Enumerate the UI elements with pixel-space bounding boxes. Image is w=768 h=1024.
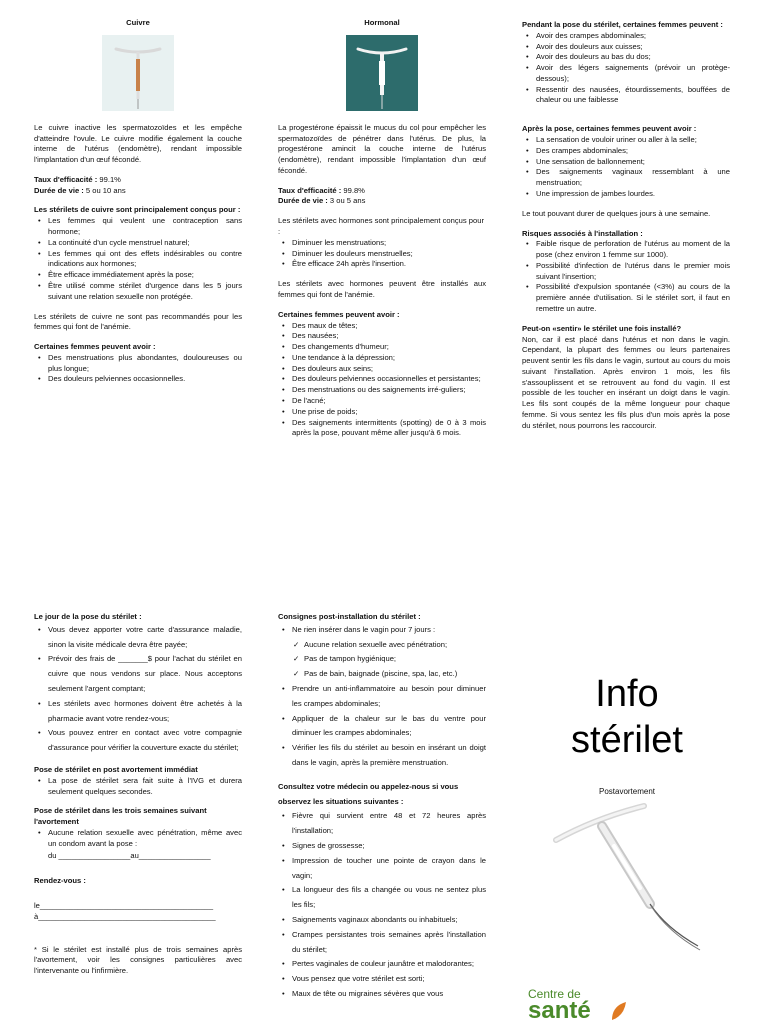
- list-item: • Impression de toucher une pointe de crayon dans le vagin;: [292, 854, 486, 884]
- list-item: • Avoir des légers saignements (prévoir un protège-dessous);: [536, 63, 730, 85]
- list-item: • La pose de stérilet sera fait suite à l'IVG et durera seulement quelques secondes.: [48, 776, 242, 798]
- hormonal-for-list: [278, 238, 486, 270]
- list-item: • La sensation de vouloir uriner ou aller à la selle;: [536, 135, 730, 146]
- feel-text: Non, car il est placé dans l'utérus et non dans le vagin. Cependant, la plupart des femmes ou leurs partenaires peuvent sentir les fils dans le vagin, surtout au cours du mois suivant l'installation. Après environ 1 mois, les fils s'assouplissent et se retrouvent au fond du vagin. Il est possible de les toucher en insérant un doigt dans le vagin. Les fils sont coupés de la même longueur pour chaque femme. Si vous sentez les fils plus d'un mois après la pose du stérilet, nous pourrons les raccourcir.: [522, 334, 730, 430]
- list-item: • Les femmes qui veulent une contraception sans hormone;: [48, 216, 242, 238]
- list-item: • Vérifier les fils du stérilet au besoin en insérant un doigt dans le vagin, après la première menstruation.: [292, 741, 486, 771]
- hormonal-lifespan: Durée de vie : 3 ou 5 ans: [278, 196, 366, 206]
- list-item: • Aucune relation sexuelle avec pénétration, même avec un condom avant la pose :: [48, 828, 242, 850]
- check-item: ✓ Pas de tampon hygiénique;: [304, 652, 486, 667]
- appointment-time-field[interactable]: à__________________________________________: [34, 911, 216, 921]
- hormonal-column: [278, 18, 486, 578]
- list-item: • Les stérilets avec hormones doivent être achetés à la pharmacie avant votre rendez-vous;: [48, 697, 242, 727]
- list-item: • Une tendance à la dépression;: [292, 353, 486, 364]
- list-item: • Des nausées;: [292, 331, 486, 342]
- copper-lifespan: Durée de vie : 5 ou 10 ans: [34, 185, 126, 195]
- list-item: • Prévoir des frais de _______$ pour l'achat du stérilet en cuivre que nous vendons sur place. Nous acceptons seulement l'argent comptant;: [48, 652, 242, 696]
- appointment-date-field[interactable]: le_________________________________________: [34, 900, 214, 910]
- list-item: • Signes de grossesse;: [292, 839, 486, 854]
- list-item: • Prendre un anti-inflammatoire au besoin pour diminuer les crampes abdominales;: [292, 682, 486, 712]
- copper-effects-list: [34, 353, 242, 385]
- list-item: • Fièvre qui survient entre 48 et 72 heures après l'installation;: [292, 809, 486, 839]
- list-item: • Une impression de jambes lourdes.: [536, 189, 730, 200]
- three-weeks-dates-field[interactable]: du _________________au_________________: [48, 851, 211, 861]
- list-item: • Avoir des crampes abdominales;: [536, 31, 730, 42]
- list-item: • Des douleurs aux seins;: [292, 364, 486, 375]
- dayof-heading: Le jour de la pose du stérilet :: [34, 612, 142, 621]
- copper-efficacy: Taux d'efficacité : 99.1%: [34, 174, 121, 184]
- list-item: • Saignements vaginaux abondants ou inhabituels;: [292, 913, 486, 928]
- during-column: [522, 20, 730, 580]
- list-item: • Être efficace immédiatement après la pose;: [48, 270, 242, 281]
- copper-intro: Le cuivre inactive les spermatozoïdes et les empêche d'atteindre l'ovule. Le cuivre modifie également la couche interne de l'utérus (endomètre), rendant impossible l'implantation d'un œuf fécondé.: [34, 122, 242, 165]
- list-item: • Vous pensez que votre stérilet est sorti;: [292, 972, 486, 987]
- leaf-icon: [610, 1000, 628, 1022]
- list-item: • Ressentir des nausées, étourdissements, bouffées de chaleur ou une faiblesse: [536, 85, 730, 107]
- list-item: • La continuité d'un cycle menstruel naturel;: [48, 238, 242, 249]
- duration-note: Le tout pouvant durer de quelques jours à une semaine.: [522, 208, 711, 218]
- list-item: • Diminuer les menstruations;: [292, 238, 486, 249]
- list-item: • Des changements d'humeur;: [292, 342, 486, 353]
- copper-not-recommended: Les stérilets de cuivre ne sont pas recommandés pour les femmes qui font de l'anémie.: [34, 311, 242, 332]
- risks-list: [522, 239, 730, 314]
- centre-de-sante-logo: Centre de santé: [528, 988, 628, 1024]
- postinstall-checklist: [290, 638, 486, 682]
- three-weeks-list: [34, 828, 242, 850]
- postinstall-first-list: [278, 623, 486, 638]
- dayof-list: [34, 623, 242, 756]
- consult-list: [278, 809, 486, 1001]
- list-item: • Des menstruations plus abondantes, douloureuses ou plus longue;: [48, 353, 242, 375]
- risks-heading: Risques associés à l'installation :: [522, 228, 643, 238]
- postinstall-column: [278, 612, 486, 1024]
- during-heading: Pendant la pose du stérilet, certaines femmes peuvent :: [522, 20, 723, 29]
- check-item: ✓ Aucune relation sexuelle avec pénétration;: [304, 638, 486, 653]
- list-item: • Une prise de poids;: [292, 407, 486, 418]
- feel-heading: Peut-on «sentir» le stérilet une fois installé?: [522, 323, 682, 333]
- check-item: ✓ Pas de bain, baignade (piscine, spa, lac, etc.): [304, 667, 486, 682]
- footnote: * Si le stérilet est installé plus de trois semaines après l'avortement, voir les consignes particulières avec l'intervenante ou l'infirmière.: [34, 944, 242, 976]
- postabortion-heading: Pose de stérilet en post avortement immédiat: [34, 764, 198, 774]
- copper-for-list: [34, 216, 242, 302]
- during-list: [522, 31, 730, 106]
- copper-for-heading: Les stérilets de cuivre sont principalement conçus pour :: [34, 205, 241, 215]
- copper-effects-heading: Certaines femmes peuvent avoir :: [34, 342, 156, 352]
- cover-iud-photo: [526, 800, 704, 960]
- list-item: • Diminuer les douleurs menstruelles;: [292, 249, 486, 260]
- list-item: • Avoir des douleurs aux cuisses;: [536, 42, 730, 53]
- after-heading: Après la pose, certaines femmes peuvent avoir :: [522, 124, 697, 134]
- hormonal-for-heading: Les stérilets avec hormones sont principalement conçus pour :: [278, 216, 484, 237]
- list-item: • Être efficace 24h après l'insertion.: [292, 259, 486, 270]
- list-item: • Possibilité d'expulsion spontanée (<3%) au cours de la première année d'utilisation. Si le stérilet sort, il faut en remettre un autre.: [536, 282, 730, 314]
- copper-column: [34, 18, 242, 578]
- list-item: • Faible risque de perforation de l'utérus au moment de la pose (chez environ 1 femme sur 1000).: [536, 239, 730, 261]
- hormonal-effects-heading: Certaines femmes peuvent avoir :: [278, 309, 400, 319]
- hormonal-iud-photo: [346, 35, 418, 111]
- list-item: • Appliquer de la chaleur sur le bas du ventre pour diminuer les crampes abdominales;: [292, 712, 486, 742]
- list-item: • Des menstruations ou des saignements irré-guliers;: [292, 385, 486, 396]
- hormonal-efficacy: Taux d'efficacité : 99.8%: [278, 185, 365, 195]
- list-item: • Possibilité d'infection de l'utérus dans le premier mois suivant l'insertion;: [536, 261, 730, 283]
- list-item: • Les femmes qui ont des effets indésirables ou contre indications aux hormones;: [48, 249, 242, 271]
- cover-title: Info stérilet: [571, 673, 683, 761]
- hormonal-title: Hormonal: [364, 18, 400, 27]
- list-item: • Vous devez apporter votre carte d'assurance maladie, sinon la visite médicale devra être payée;: [48, 623, 242, 653]
- list-item: • Être utilisé comme stérilet d'urgence dans les 5 jours suivant une relation sexuelle non protégée.: [48, 281, 242, 303]
- list-item: • Crampes persistantes trois semaines après l'installation du stérilet;: [292, 928, 486, 958]
- list-item: • Des saignements vaginaux ressemblant à une menstruation;: [536, 167, 730, 189]
- hormonal-effects-list: [278, 321, 486, 440]
- consult-heading: Consultez votre médecin ou appelez-nous si vous observez les situations suivantes :: [278, 781, 459, 806]
- hormonal-anemia: Les stérilets avec hormones peuvent être installés aux femmes qui font de l'anémie.: [278, 279, 486, 299]
- list-item: • La longueur des fils a changée ou vous ne sentez plus les fils;: [292, 883, 486, 913]
- three-weeks-heading: Pose de stérilet dans les trois semaines suivant l'avortement: [34, 806, 207, 827]
- postinstall-list: [278, 682, 486, 771]
- list-item: • Une sensation de ballonnement;: [536, 157, 730, 168]
- list-item: • Vous pouvez entrer en contact avec votre compagnie d'assurance pour vérifier la couverture exacte du stérilet;: [48, 726, 242, 756]
- copper-title: Cuivre: [126, 18, 150, 27]
- appointment-heading: Rendez-vous :: [34, 876, 86, 886]
- copper-iud-photo: [102, 35, 174, 111]
- list-item: • Des crampes abdominales;: [536, 146, 730, 157]
- after-list: [522, 135, 730, 200]
- list-item: • Des douleurs pelviennes occasionnelles.: [48, 374, 242, 385]
- cover-subtitle: Postavortement: [598, 787, 656, 796]
- list-item: • Maux de tête ou migraines sévères que vous: [292, 987, 486, 1002]
- dayof-column: [34, 612, 242, 1024]
- postinstall-heading: Consignes post-installation du stérilet :: [278, 612, 421, 621]
- list-item: • Pertes vaginales de couleur jaunâtre et malodorantes;: [292, 957, 486, 972]
- list-item: • Des maux de têtes;: [292, 321, 486, 332]
- list-item: • Avoir des douleurs au bas du dos;: [536, 52, 730, 63]
- hormonal-intro: La progestérone épaissit le mucus du col pour empêcher les spermatozoïdes de pénétrer dans l'utérus. De plus, la progestérone amincit la couche interne de l'utérus (endomètre), rendant impossible l'implantation d'un œuf fécondé.: [278, 122, 486, 175]
- list-item: • Des douleurs pelviennes occasionnelles et persistantes;: [292, 374, 486, 385]
- list-item: • Ne rien insérer dans le vagin pour 7 jours :: [292, 623, 486, 638]
- postabortion-list: [34, 776, 242, 798]
- list-item: • De l'acné;: [292, 396, 486, 407]
- list-item: • Des saignements intermittents (spotting) de 0 à 3 mois après la pose, pouvant même aller jusqu'à 6 mois.: [292, 418, 486, 440]
